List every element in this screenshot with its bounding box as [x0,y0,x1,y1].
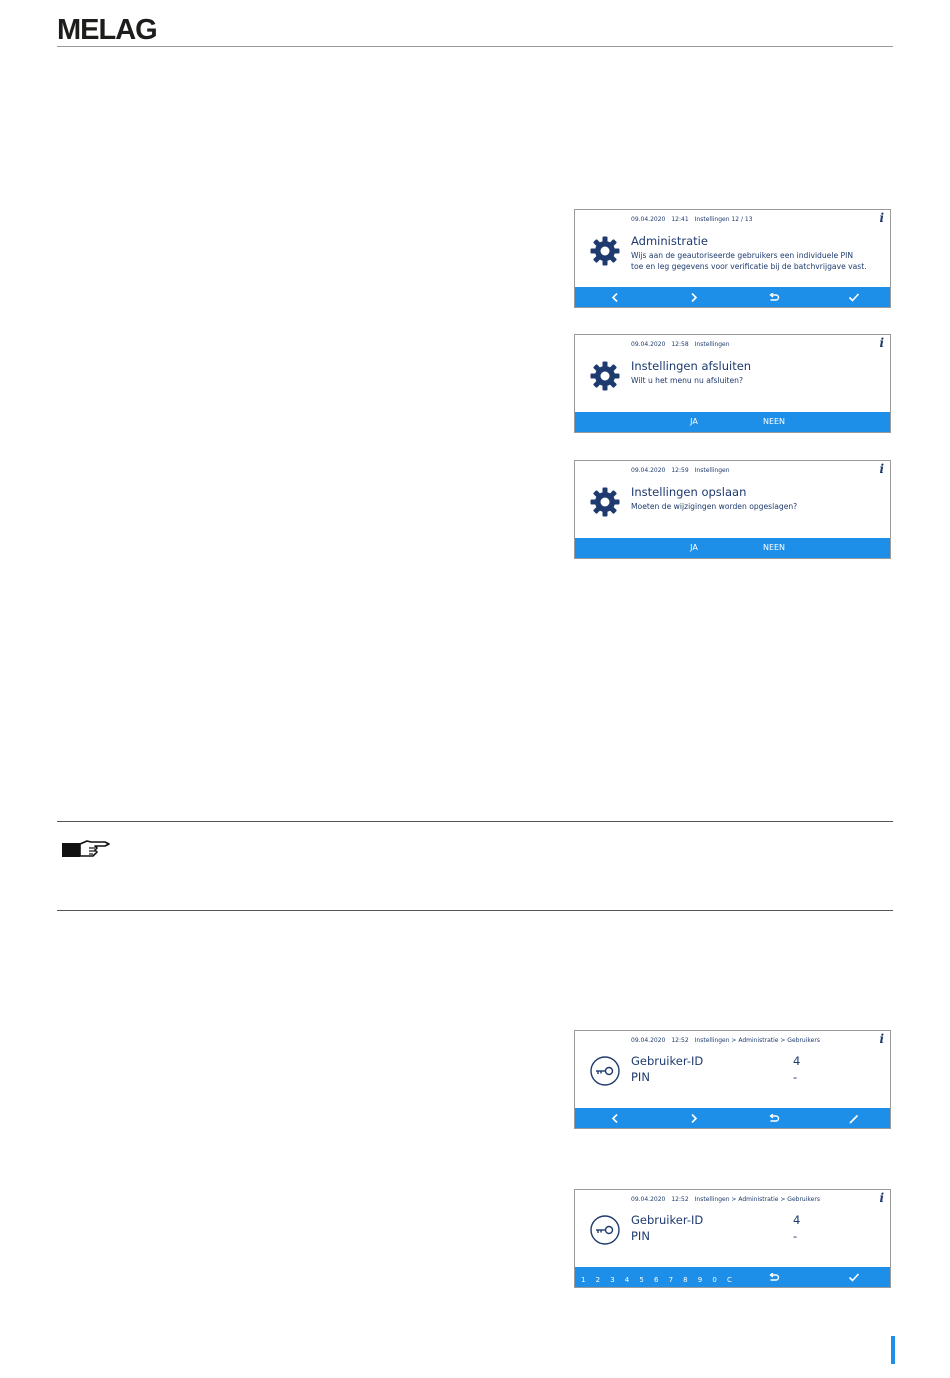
screen-path: Instellingen [694,341,730,348]
key-9[interactable]: 9 [697,1276,703,1284]
key-0[interactable]: 0 [712,1276,717,1284]
return-icon [769,293,780,302]
screen-path: Instellingen 12 / 13 [694,216,753,223]
button-bar [575,1108,890,1128]
screen-description [631,250,867,272]
screen-status-line [631,1196,826,1203]
note-bottom-rule [57,910,893,911]
screen-date: 09.04.2020 [631,1037,666,1044]
key-5[interactable]: 5 [639,1276,644,1284]
screen-description: Wilt u het menu nu afsluiten? [631,376,744,385]
key-7[interactable]: 7 [668,1276,674,1284]
page-edge-marker [891,1336,895,1364]
pin-value: - [793,1070,798,1084]
screen-title: Instellingen afsluiten [631,359,752,373]
header-rule [57,46,893,47]
screen-description: Moeten de wijzigingen worden opgeslagen? [631,502,798,511]
pointing-hand-icon [61,838,115,860]
key-icon [589,1055,621,1087]
chevron-right-icon [690,293,698,302]
screen-title: Administratie [631,234,708,248]
user-id-label: Gebruiker-ID [631,1213,704,1227]
screen-time: 12:59 [671,467,689,474]
back-button[interactable] [769,1108,780,1128]
yes-button[interactable]: JA [690,543,698,552]
return-icon [769,1273,780,1282]
key-clear[interactable]: C [726,1276,732,1284]
screen-gebruikers-pin-entry [574,1189,891,1288]
pin-label: PIN [631,1070,650,1084]
button-bar [575,287,890,307]
checkmark-icon [849,1273,860,1282]
screen-date: 09.04.2020 [631,216,666,223]
screen-status-line [631,1037,826,1044]
pin-value: - [793,1229,798,1243]
back-button[interactable] [769,287,780,307]
back-button[interactable] [769,1267,780,1287]
next-button[interactable] [690,1108,698,1128]
edit-button[interactable] [849,1108,859,1128]
screen-time: 12:52 [671,1037,689,1044]
screen-path: Instellingen [694,467,730,474]
key-3[interactable]: 3 [610,1276,615,1284]
prev-button[interactable] [611,1108,619,1128]
gear-icon [589,235,621,267]
button-bar [575,1267,890,1287]
chevron-right-icon [690,1114,698,1123]
checkmark-icon [849,293,860,302]
numeric-keypad [581,1267,742,1287]
confirm-button[interactable] [849,287,860,307]
no-button[interactable]: NEEN [762,543,786,552]
confirm-button[interactable] [849,1267,860,1287]
screen-date: 09.04.2020 [631,467,666,474]
info-icon[interactable]: i [879,462,884,476]
screen-date: 09.04.2020 [631,341,666,348]
chevron-left-icon [611,293,619,302]
info-icon[interactable]: i [879,1032,884,1046]
user-id-label: Gebruiker-ID [631,1054,704,1068]
description-line: toe en leg gegevens voor verificatie bij de batchvrijgave vast. [631,262,867,271]
info-icon[interactable]: i [879,1191,884,1205]
description-line: Wijs aan de geautoriseerde gebruikers een individuele PIN [631,251,854,260]
key-1[interactable]: 1 [581,1276,586,1284]
button-bar [575,412,890,432]
screen-administratie [574,209,891,308]
return-icon [769,1114,780,1123]
user-id-value: 4 [793,1054,801,1068]
screen-time: 12:41 [671,216,689,223]
key-icon [589,1214,621,1246]
user-id-value: 4 [793,1213,801,1227]
screen-instellingen-opslaan [574,460,891,559]
button-bar [575,538,890,558]
info-icon[interactable]: i [879,336,884,350]
screen-path: Instellingen > Administratie > Gebruikers [694,1037,820,1044]
key-8[interactable]: 8 [683,1276,688,1284]
screen-title: Instellingen opslaan [631,485,747,499]
gear-icon [589,486,621,518]
screen-status-line [631,467,736,474]
chevron-left-icon [611,1114,619,1123]
pencil-icon [849,1114,859,1124]
key-4[interactable]: 4 [624,1276,630,1284]
next-button[interactable] [690,287,698,307]
prev-button[interactable] [611,287,619,307]
key-2[interactable]: 2 [595,1276,601,1284]
screen-gebruikers [574,1030,891,1129]
screen-status-line [631,216,759,223]
info-icon[interactable]: i [879,211,884,225]
pin-label: PIN [631,1229,650,1243]
gear-icon [589,360,621,392]
key-6[interactable]: 6 [653,1276,659,1284]
screen-time: 12:52 [671,1196,689,1203]
screen-status-line [631,341,736,348]
no-button[interactable]: NEEN [762,417,786,426]
screen-time: 12:58 [671,341,689,348]
melag-logo: MELAG [57,14,157,46]
screen-instellingen-afsluiten [574,334,891,433]
screen-date: 09.04.2020 [631,1196,666,1203]
note-top-rule [57,821,893,822]
screen-path: Instellingen > Administratie > Gebruikers [694,1196,820,1203]
yes-button[interactable]: JA [690,417,698,426]
